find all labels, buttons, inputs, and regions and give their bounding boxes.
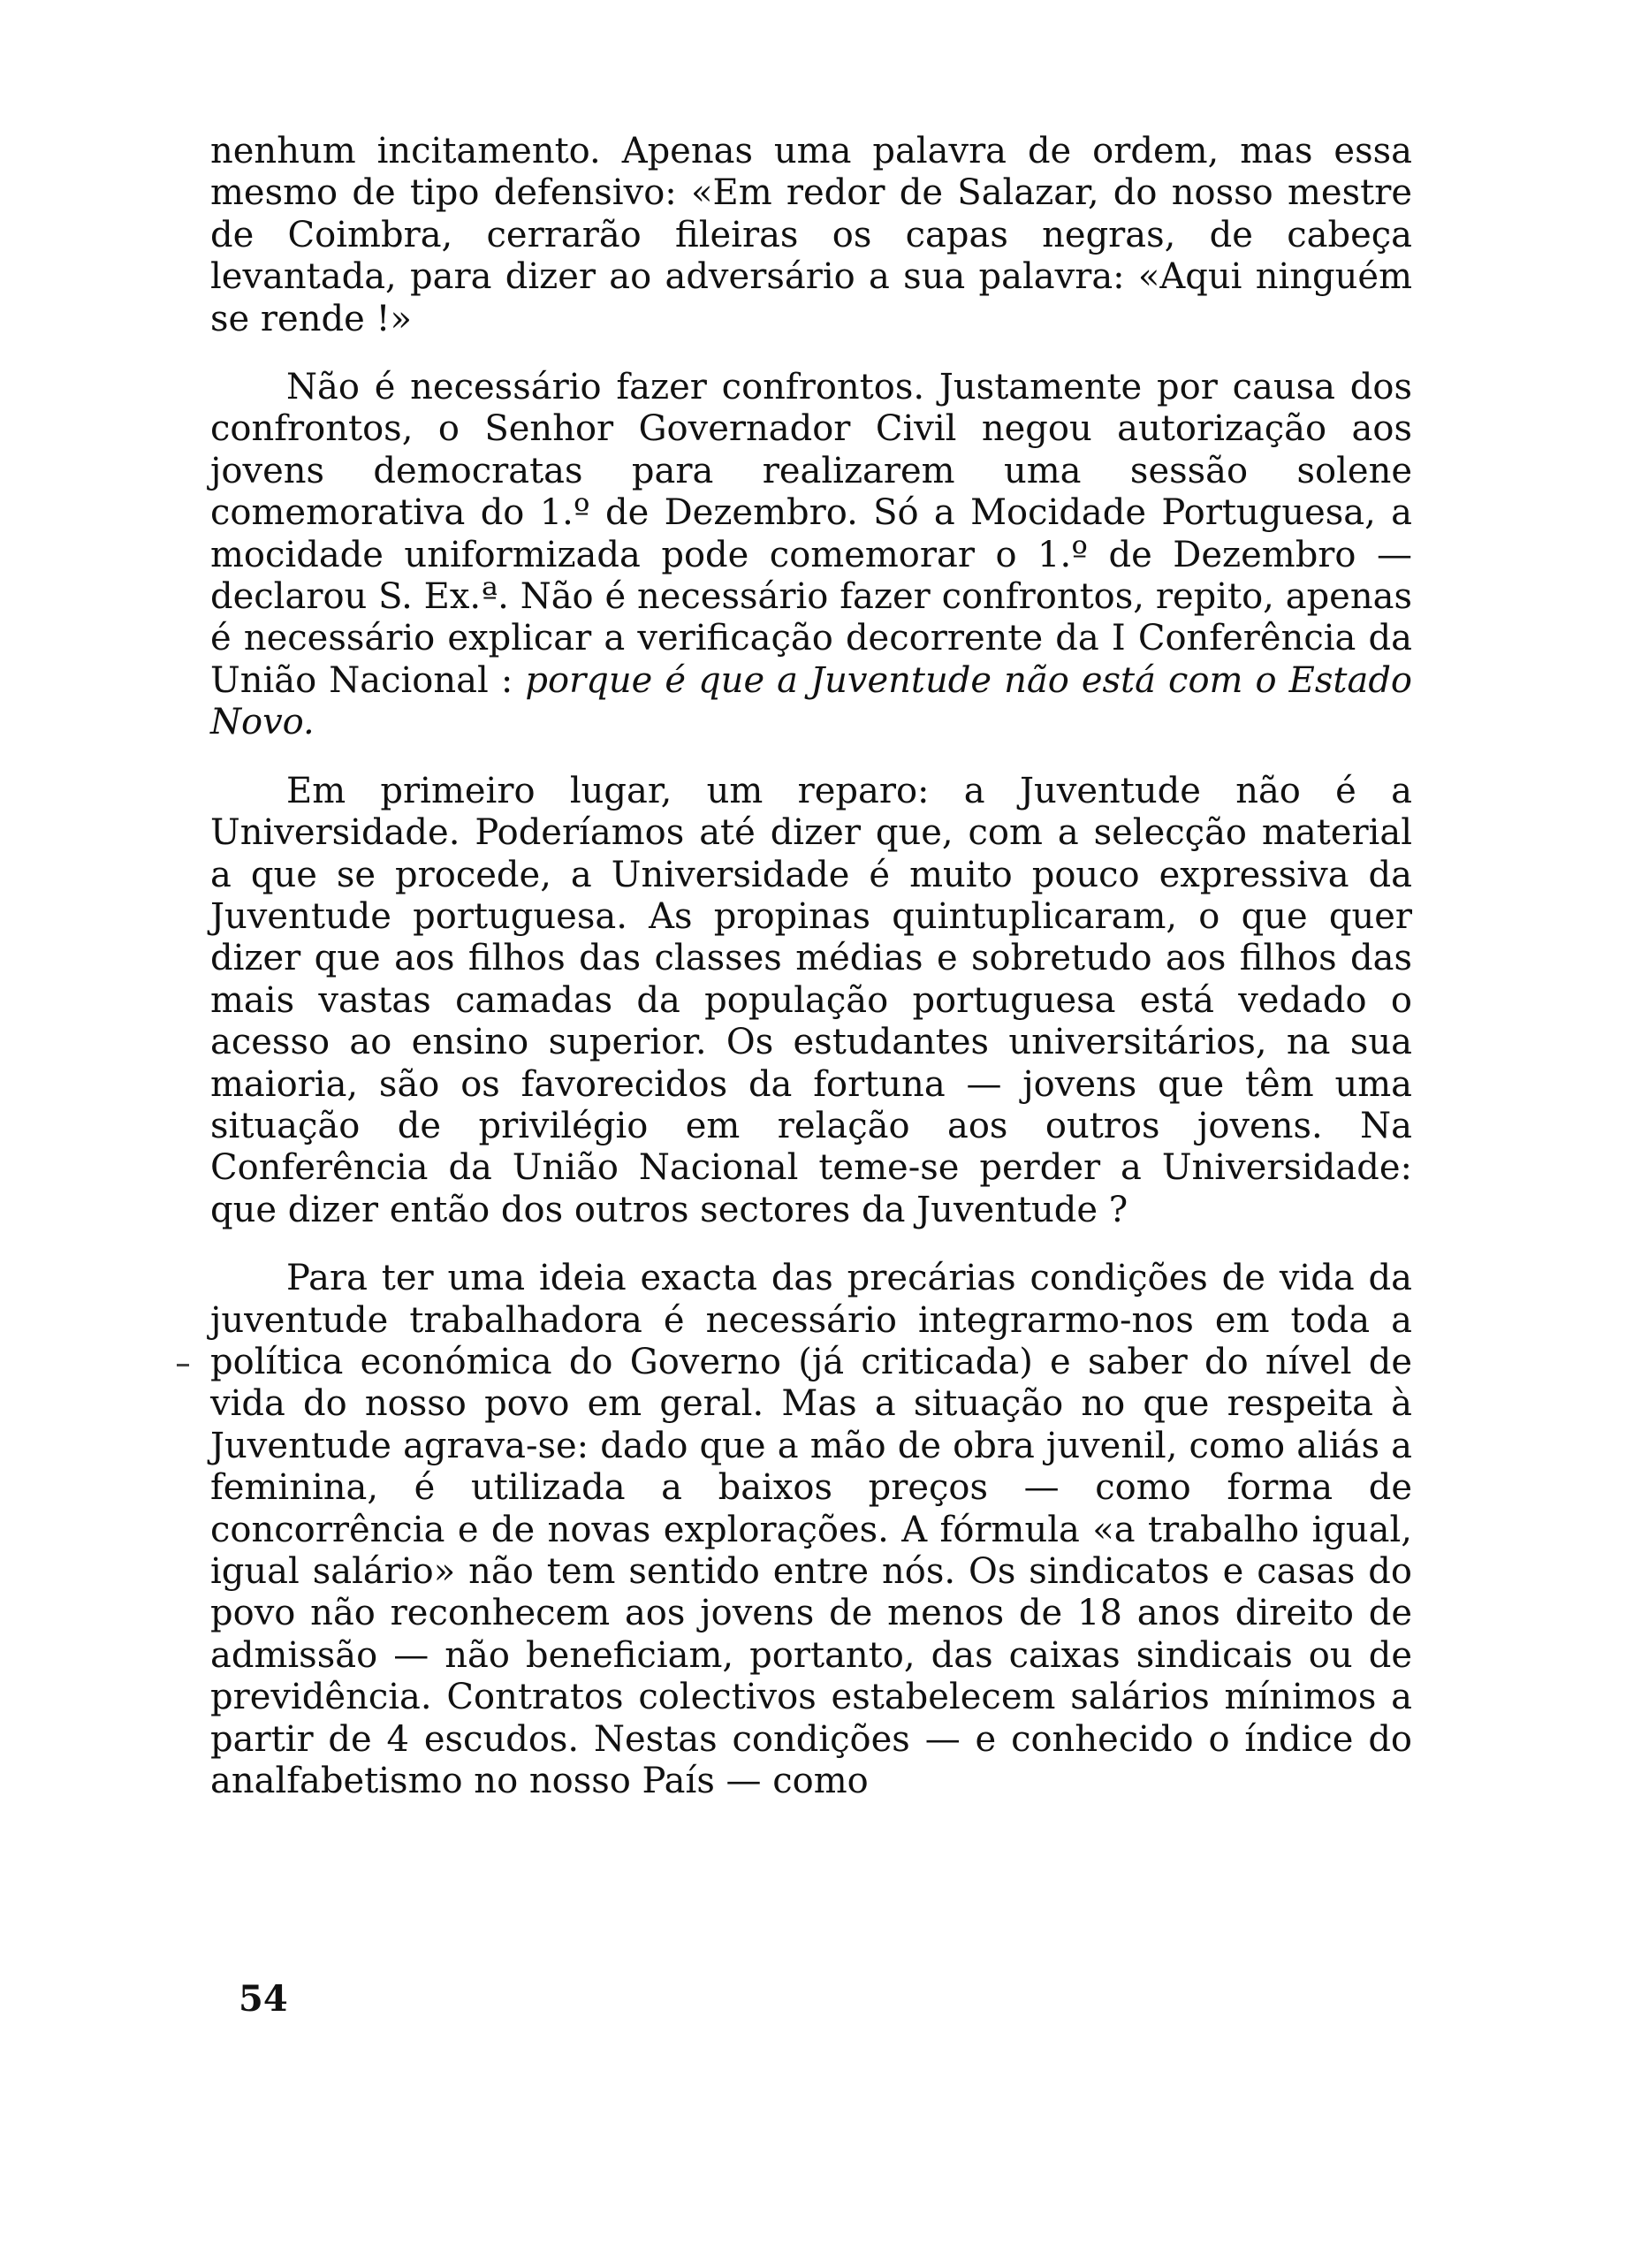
paragraph-4-text: Para ter uma ideia exacta das precárias condições de vida da juventude trabalhadora é necessário integrarmo-nos em toda a política económica do Governo (já criticada) e saber do nível de vida do nosso povo em geral. Mas a situação no que respeita à Juventude agrava-se: dado que a mão de obra juvenil, como aliás a feminina, é utilizada a baixos preços — como forma de concorrência e de novas explorações. A fórmula «a trabalho igual, igual salário» não tem sentido entre nós. Os sindicatos e casas do povo não reconhecem aos jovens de menos de 18 anos direito de admissão — não beneficiam, portanto, das caixas sindicais ou de previdência. Contratos colectivos estabelecem salários mínimos a partir de 4 escudos. Nestas condições — e conhecido o índice do analfabetismo no nosso País — como — [210, 1258, 1412, 1802]
page-number: 54 — [239, 1978, 288, 2020]
body-text — [210, 131, 1412, 1829]
paragraph-3-text: Em primeiro lugar, um reparo: a Juventude não é a Universidade. Poderíamos até dizer que, com a selecção material a que se procede, a Universidade é muito pouco expressiva da Juventude portuguesa. As propinas quintuplicaram, o que quer dizer que aos filhos das classes médias e sobretudo aos filhos das mais vastas camadas da população portuguesa está vedado o acesso ao ensino superior. Os estudantes universitários, na sua maioria, são os favorecidos da fortuna — jovens que têm uma situação de privilégio em relação aos outros jovens. Na Conferência da União Nacional teme-se perder a Universidade: que dizer então dos outros sectores da Juventude ? — [210, 770, 1412, 1230]
paragraph-2-emphasis: porque é que a Juventude não está com o Estado Novo. — [210, 659, 1412, 743]
paragraph-1-text: nenhum incitamento. Apenas uma palavra de ordem, mas essa mesmo de tipo defensivo: «Em redor de Salazar, do nosso mestre de Coimbra, cerrarão fileiras os capas negras, de cabeça levantada, para dizer ao adversário a sua palavra: «Aqui ninguém se rende !» — [210, 131, 1412, 339]
paragraph-1 — [210, 131, 1412, 340]
paragraph-2 — [210, 367, 1412, 744]
margin-mark — [177, 1364, 189, 1366]
paragraph-4 — [210, 1258, 1412, 1802]
paragraph-3 — [210, 771, 1412, 1231]
paragraph-2-text: Não é necessário fazer confrontos. Justamente por causa dos confrontos, o Senhor Governador Civil negou autorização aos jovens democratas para realizarem uma sessão solene comemorativa do 1.º de Dezembro. Só a Mocidade Portuguesa, a mocidade uniformizada pode comemorar o 1.º de Dezembro — declarou S. Ex.ª. Não é necessário fazer confrontos, repito, apenas é necessário explicar a verificação decorrente da I Conferência da União Nacional : — [210, 367, 1412, 701]
